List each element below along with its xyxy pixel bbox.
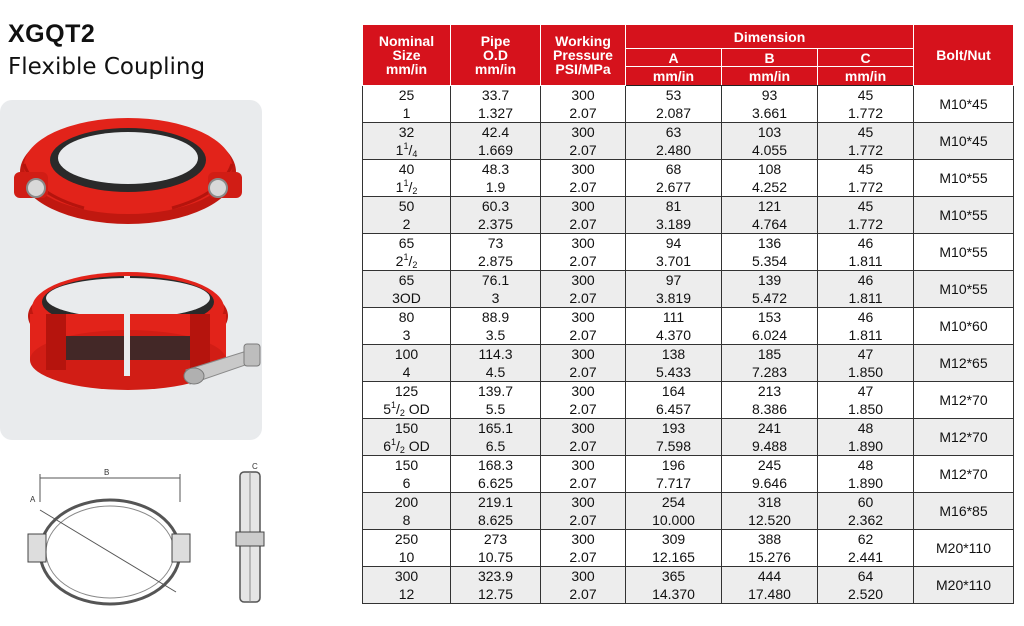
fraction-numerator: 1 [403,177,409,188]
dimension-b-in-cell: 4.252 [722,178,818,197]
working-pressure-mpa-cell: 2.07 [541,548,626,567]
bolt-nut-cell: M10*45 [914,123,1014,160]
working-pressure-mpa-cell: 2.07 [541,400,626,419]
dimension-a-in-cell: 12.165 [626,548,722,567]
header-dim-a-unit: mm/in [626,67,722,86]
dimension-c-in-cell: 1.850 [818,400,914,419]
dimension-a-in-cell: 4.370 [626,326,722,345]
bolt-nut-cell: M16*85 [914,493,1014,530]
dimension-a-mm-cell: 193 [626,419,722,438]
table-row [363,123,1014,142]
product-photo-panel [0,100,262,440]
bolt-nut-cell: M10*55 [914,234,1014,271]
nominal-size-in-cell: 8 [363,511,451,530]
dimension-a-in-cell: 6.457 [626,400,722,419]
dimension-b-mm-cell: 241 [722,419,818,438]
working-pressure-psi-cell: 300 [541,308,626,327]
pipe-od-mm-cell: 165.1 [451,419,541,438]
nominal-size-mm-cell: 200 [363,493,451,512]
fraction-suffix: OD [404,437,430,454]
bolt-nut-cell: M12*70 [914,456,1014,493]
dimension-b-mm-cell: 121 [722,197,818,216]
working-pressure-psi-cell: 300 [541,456,626,475]
dimension-b-mm-cell: 136 [722,234,818,253]
working-pressure-mpa-cell: 2.07 [541,437,626,456]
nominal-size-in-cell: 12 [363,585,451,604]
dimension-c-in-cell: 1.890 [818,474,914,493]
dimension-drawing-icon [0,462,300,612]
dimension-c-mm-cell: 48 [818,456,914,475]
bolt-nut-cell: M10*55 [914,271,1014,308]
fraction-denominator: 2 [412,259,418,270]
header-dim-a: A [626,49,722,67]
dimension-b-mm-cell: 213 [722,382,818,401]
header-dim-c-unit: mm/in [818,67,914,86]
working-pressure-psi-cell: 300 [541,567,626,586]
nominal-size-in-cell: 4 [363,363,451,382]
dimension-a-in-cell: 2.677 [626,178,722,197]
nominal-size-mm-cell: 80 [363,308,451,327]
dimension-c-mm-cell: 46 [818,234,914,253]
pipe-od-in-cell: 10.75 [451,548,541,567]
pipe-od-in-cell: 6.625 [451,474,541,493]
pipe-od-in-cell: 3.5 [451,326,541,345]
dimension-b-in-cell: 15.276 [722,548,818,567]
dimension-a-in-cell: 7.717 [626,474,722,493]
working-pressure-mpa-cell: 2.07 [541,289,626,308]
fraction-whole: 1 [395,178,404,195]
dimension-b-in-cell: 9.646 [722,474,818,493]
dimension-a-in-cell: 3.189 [626,215,722,234]
pipe-od-mm-cell: 73 [451,234,541,253]
fraction-numerator: 1 [403,140,409,151]
pipe-od-mm-cell: 76.1 [451,271,541,290]
nominal-size-mm-cell: 25 [363,86,451,105]
dimension-c-mm-cell: 62 [818,530,914,549]
dimension-b-mm-cell: 153 [722,308,818,327]
header-dim-c: C [818,49,914,67]
nominal-size-in-cell: $1^1/_2$ [363,178,451,197]
table-row [363,493,1014,512]
specification-table-body [363,86,1014,604]
dimension-b-mm-cell: 139 [722,271,818,290]
nominal-size-in-cell: 6 [363,474,451,493]
fraction-whole: 5 [383,400,391,417]
dimension-c-mm-cell: 47 [818,345,914,364]
fraction-numerator: 1 [390,436,396,447]
table-row [363,530,1014,549]
pipe-od-mm-cell: 88.9 [451,308,541,327]
dimension-c-mm-cell: 64 [818,567,914,586]
pipe-od-mm-cell: 114.3 [451,345,541,364]
dimension-a-mm-cell: 68 [626,160,722,179]
dimension-b-mm-cell: 108 [722,160,818,179]
dimension-a-mm-cell: 94 [626,234,722,253]
pipe-od-mm-cell: 48.3 [451,160,541,179]
nominal-size-mm-cell: 300 [363,567,451,586]
pipe-od-mm-cell: 139.7 [451,382,541,401]
dimension-c-mm-cell: 45 [818,160,914,179]
pipe-od-in-cell: 2.875 [451,252,541,271]
nominal-size-in-cell: $6^1/_2$ OD [363,437,451,456]
table-row [363,197,1014,216]
fraction-denominator: 4 [412,148,418,159]
dimension-a-in-cell: 7.598 [626,437,722,456]
nominal-size-mm-cell: 100 [363,345,451,364]
dimension-a-in-cell: 3.701 [626,252,722,271]
pipe-od-mm-cell: 168.3 [451,456,541,475]
dimension-b-mm-cell: 318 [722,493,818,512]
nominal-size-mm-cell: 65 [363,234,451,253]
dimension-b-in-cell: 4.055 [722,141,818,160]
fraction-denominator: 2 [399,444,405,455]
nominal-size-mm-cell: 50 [363,197,451,216]
product-name: Flexible Coupling [8,54,206,80]
bolt-nut-cell: M12*65 [914,345,1014,382]
header-pipe-od: Pipe O.D mm/in [451,25,541,86]
working-pressure-psi-cell: 300 [541,160,626,179]
bolt-nut-cell: M10*60 [914,308,1014,345]
dimension-a-mm-cell: 365 [626,567,722,586]
nominal-size-mm-cell: 40 [363,160,451,179]
dimension-c-mm-cell: 45 [818,123,914,142]
dimension-c-in-cell: 1.811 [818,326,914,345]
dimension-c-in-cell: 1.850 [818,363,914,382]
dimension-a-mm-cell: 254 [626,493,722,512]
table-row [363,345,1014,364]
header-dimension: Dimension [626,25,914,49]
pipe-od-mm-cell: 42.4 [451,123,541,142]
table-row [363,86,1014,105]
nominal-size-in-cell: 2 [363,215,451,234]
dimension-c-in-cell: 1.772 [818,178,914,197]
working-pressure-psi-cell: 300 [541,86,626,105]
nominal-size-in-cell: 1 [363,104,451,123]
dimension-b-in-cell: 17.480 [722,585,818,604]
dimension-c-mm-cell: 45 [818,86,914,105]
nominal-size-in-cell: $5^1/_2$ OD [363,400,451,419]
pipe-od-in-cell: 2.375 [451,215,541,234]
dimension-a-mm-cell: 164 [626,382,722,401]
dimension-c-in-cell: 1.811 [818,289,914,308]
header-nominal-size: Nominal Size mm/in [363,25,451,86]
table-row [363,308,1014,327]
pipe-od-in-cell: 5.5 [451,400,541,419]
pipe-od-in-cell: 1.9 [451,178,541,197]
dimension-a-in-cell: 14.370 [626,585,722,604]
pipe-od-mm-cell: 219.1 [451,493,541,512]
dimension-c-mm-cell: 48 [818,419,914,438]
nominal-size-in-cell: $1^1/_4$ [363,141,451,160]
bolt-nut-cell: M10*45 [914,86,1014,123]
bolt-nut-cell: M20*110 [914,530,1014,567]
dimension-b-in-cell: 8.386 [722,400,818,419]
pipe-od-in-cell: 12.75 [451,585,541,604]
fraction-denominator: 2 [412,185,418,196]
nominal-size-mm-cell: 150 [363,456,451,475]
working-pressure-mpa-cell: 2.07 [541,178,626,197]
dimension-a-mm-cell: 138 [626,345,722,364]
fraction-whole: 1 [395,141,404,158]
dimension-b-mm-cell: 93 [722,86,818,105]
dimension-b-in-cell: 5.354 [722,252,818,271]
dimension-c-mm-cell: 46 [818,271,914,290]
dimension-a-mm-cell: 196 [626,456,722,475]
dimension-b-in-cell: 3.661 [722,104,818,123]
nominal-size-mm-cell: 250 [363,530,451,549]
working-pressure-psi-cell: 300 [541,530,626,549]
pipe-od-in-cell: 8.625 [451,511,541,530]
bolt-nut-cell: M12*70 [914,382,1014,419]
pipe-od-in-cell: 3 [451,289,541,308]
dimension-a-in-cell: 2.480 [626,141,722,160]
dimension-a-in-cell: 5.433 [626,363,722,382]
pipe-od-in-cell: 1.669 [451,141,541,160]
header-bolt-nut: Bolt/Nut [914,25,1014,86]
dimension-a-mm-cell: 309 [626,530,722,549]
fraction-whole: 6 [383,437,391,454]
bolt-nut-cell: M10*55 [914,160,1014,197]
bolt-nut-cell: M12*70 [914,419,1014,456]
dimension-a-in-cell: 10.000 [626,511,722,530]
table-row [363,567,1014,586]
working-pressure-psi-cell: 300 [541,123,626,142]
pipe-od-in-cell: 4.5 [451,363,541,382]
dimension-b-mm-cell: 245 [722,456,818,475]
nominal-size-in-cell: 10 [363,548,451,567]
working-pressure-mpa-cell: 2.07 [541,326,626,345]
dimension-c-mm-cell: 47 [818,382,914,401]
pipe-od-mm-cell: 273 [451,530,541,549]
nominal-size-mm-cell: 32 [363,123,451,142]
working-pressure-psi-cell: 300 [541,419,626,438]
fraction-suffix: OD [404,400,430,417]
nominal-size-in-cell: 3OD [363,289,451,308]
dimension-b-mm-cell: 185 [722,345,818,364]
coupling-photo-icon [0,100,262,440]
nominal-size-mm-cell: 125 [363,382,451,401]
label-c: C [252,462,258,471]
dimension-b-in-cell: 6.024 [722,326,818,345]
working-pressure-psi-cell: 300 [541,382,626,401]
dimension-a-mm-cell: 111 [626,308,722,327]
dimension-c-mm-cell: 45 [818,197,914,216]
dimension-c-in-cell: 2.441 [818,548,914,567]
working-pressure-mpa-cell: 2.07 [541,511,626,530]
dimension-b-in-cell: 5.472 [722,289,818,308]
nominal-size-mm-cell: 150 [363,419,451,438]
working-pressure-mpa-cell: 2.07 [541,104,626,123]
header-working-pressure: Working Pressure PSI/MPa [541,25,626,86]
label-a: A [30,495,36,504]
table-row [363,382,1014,401]
dimension-b-in-cell: 12.520 [722,511,818,530]
working-pressure-psi-cell: 300 [541,234,626,253]
working-pressure-psi-cell: 300 [541,345,626,364]
dimension-b-in-cell: 4.764 [722,215,818,234]
dimension-a-in-cell: 2.087 [626,104,722,123]
dimension-b-mm-cell: 444 [722,567,818,586]
dimension-c-in-cell: 2.520 [818,585,914,604]
bolt-nut-cell: M10*55 [914,197,1014,234]
working-pressure-mpa-cell: 2.07 [541,474,626,493]
dimension-c-in-cell: 1.772 [818,104,914,123]
pipe-od-mm-cell: 323.9 [451,567,541,586]
dimension-c-in-cell: 1.811 [818,252,914,271]
header-dim-b: B [722,49,818,67]
bolt-nut-cell: M20*110 [914,567,1014,604]
pipe-od-mm-cell: 33.7 [451,86,541,105]
dimension-b-in-cell: 7.283 [722,363,818,382]
dimension-b-mm-cell: 388 [722,530,818,549]
pipe-od-in-cell: 6.5 [451,437,541,456]
nominal-size-in-cell: $2^1/_2$ [363,252,451,271]
table-row [363,160,1014,179]
table-row [363,271,1014,290]
table-row [363,419,1014,438]
working-pressure-mpa-cell: 2.07 [541,252,626,271]
fraction-numerator: 1 [390,399,396,410]
dimension-c-in-cell: 1.890 [818,437,914,456]
nominal-size-mm-cell: 65 [363,271,451,290]
pipe-od-in-cell: 1.327 [451,104,541,123]
coupling-dimension-drawing [0,462,300,612]
working-pressure-psi-cell: 300 [541,493,626,512]
dimension-a-mm-cell: 97 [626,271,722,290]
nominal-size-in-cell: 3 [363,326,451,345]
working-pressure-psi-cell: 300 [541,197,626,216]
dimension-c-mm-cell: 60 [818,493,914,512]
header-dim-b-unit: mm/in [722,67,818,86]
dimension-c-in-cell: 1.772 [818,141,914,160]
dimension-b-in-cell: 9.488 [722,437,818,456]
product-model: XGQT2 [8,20,96,48]
working-pressure-mpa-cell: 2.07 [541,215,626,234]
dimension-c-in-cell: 2.362 [818,511,914,530]
dimension-a-mm-cell: 63 [626,123,722,142]
dimension-a-mm-cell: 81 [626,197,722,216]
dimension-c-in-cell: 1.772 [818,215,914,234]
working-pressure-mpa-cell: 2.07 [541,363,626,382]
working-pressure-mpa-cell: 2.07 [541,585,626,604]
specification-table [362,24,1014,604]
fraction-denominator: 2 [399,407,405,418]
working-pressure-psi-cell: 300 [541,271,626,290]
label-b: B [104,468,110,477]
pipe-od-mm-cell: 60.3 [451,197,541,216]
working-pressure-mpa-cell: 2.07 [541,141,626,160]
dimension-a-in-cell: 3.819 [626,289,722,308]
dimension-b-mm-cell: 103 [722,123,818,142]
table-row [363,234,1014,253]
dimension-c-mm-cell: 46 [818,308,914,327]
fraction-whole: 2 [395,252,404,269]
fraction-numerator: 1 [403,251,409,262]
dimension-a-mm-cell: 53 [626,86,722,105]
table-row [363,456,1014,475]
